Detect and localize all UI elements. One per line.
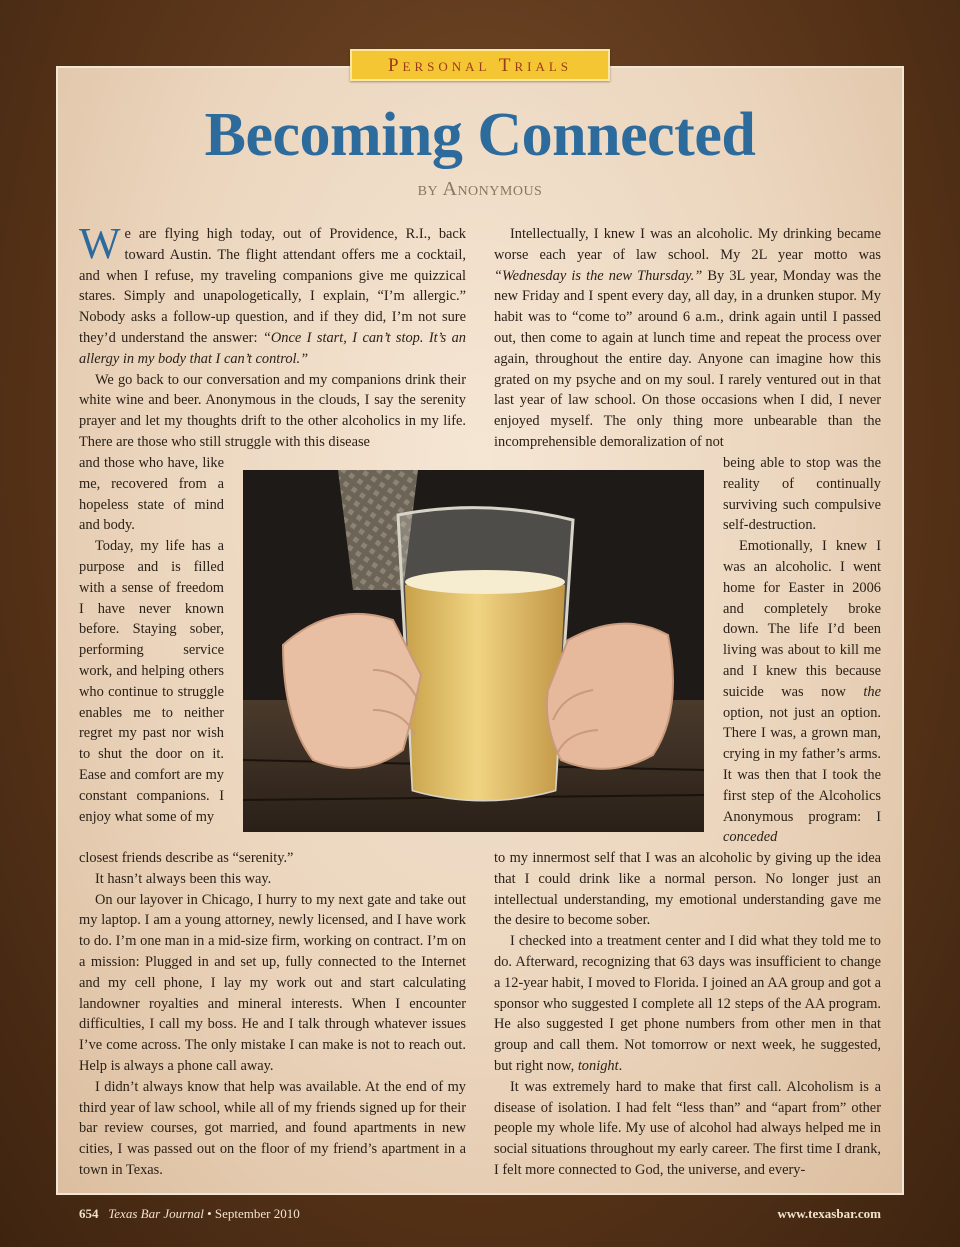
byline: by Anonymous: [417, 178, 543, 200]
paragraph: and those who have, like me, recovered from a hopeless state of mind and body.: [79, 455, 224, 534]
journal-name: Texas Bar Journal: [108, 1206, 204, 1221]
beer-glass-photo: [243, 470, 704, 832]
paragraph: being able to stop was the reality of continually surviving such compulsive self-destruction.: [723, 455, 881, 534]
section-label: Personal Trials: [350, 49, 610, 81]
issue-date: September 2010: [214, 1206, 300, 1221]
footer-left: [79, 1206, 300, 1222]
paragraph: Emotionally, I knew I was an alcoholic. I went home for Easter in 2006 and completely broke down. The life I’d been living was about to kill me and I knew this because suicide was now the option, not just an option. There I was, a grown man, crying in my father’s arms. It was then that I took the first step of the Alcoholics Anonymous program: I conceded: [723, 538, 881, 846]
paragraph: We go back to our conversation and my companions drink their white wine and beer. Anonymous in the clouds, I say the serenity prayer and let my thoughts drift to the other alcoholics in my life. There are those who still struggle with this disease: [79, 371, 466, 450]
page-footer: [79, 1206, 881, 1228]
right-column-bottom: [494, 848, 881, 1181]
page-title: Becoming Connected: [204, 101, 756, 169]
paragraph: On our layover in Chicago, I hurry to my next gate and take out my laptop. I am a young attorney, newly licensed, and I have work to do. I’m one man in a mid-size firm, working on contract. I’m on a mission: Plugged in and set up, fully connected to the Internet and my cell phone, I lay my work out and start calculating landowner royalties and mineral interests. When I encounter difficulties, I call my boss. He and I talk through whatever issues I’ve come across. The only mistake I can make is not to reach out. Help is always a phone call away.: [79, 891, 466, 1074]
page-number: 654: [79, 1206, 99, 1221]
paragraph: I checked into a treatment center and I did what they told me to do. Afterward, recognizing that 63 days was insufficient to change a 12-year habit, I moved to Florida. I joined an AA group and got a sponsor who suggested I complete all 12 steps of the AA program. He also suggested I get phone numbers from other men in that group and call them. Not tomorrow or next week, he suggested, but right now, tonight.: [494, 933, 881, 1074]
paragraph: It hasn’t always been this way.: [95, 870, 272, 887]
paragraph: It was extremely hard to make that first call. Alcoholism is a disease of isolation. I had felt “less than” and “apart from” other people my whole life. My use of alcohol had always helped me in social situations throughout my early career. The first time I drank, I felt more connected to God, the universe, and every-: [494, 1078, 881, 1178]
right-column-narrow: [723, 453, 881, 848]
paragraph: closest friends describe as “serenity.”: [79, 850, 294, 866]
left-column-narrow: [79, 453, 224, 827]
paragraph: We are flying high today, out of Providence, R.I., back toward Austin. The flight attendant offers me a cocktail, and when I refuse, my traveling companions give me quizzical stares. Simply and unapologetically, I explain, “I’m allergic.” Nobody asks a follow-up question, and if they did, I’m not sure they’d understand the answer: “Once I start, I can’t stop. It’s an allergy in my body that I can’t control.”: [79, 219, 466, 367]
left-column-bottom: [79, 848, 466, 1181]
footer-separator: •: [207, 1206, 212, 1221]
beer-glass-illustration: [243, 470, 704, 832]
paragraph: Intellectually, I knew I was an alcoholic. My drinking became worse each year of law school. My 2L year motto was “Wednesday is the new Thursday.” By 3L year, Monday was the new Friday and I spent every day, all day, in a drunken stupor. My habit was to “come to” around 6 a.m., drink again until I passed out, then come to again at lunch time and repeat the process over again, throughout the entire day. Anyone can imagine how this grated on my psyche and on my soul. I rarely ventured out in that last year of law school. On those occasions when I did, I never enjoyed myself. The only thing more unbearable than the incomprehensible demoralization of not: [494, 226, 881, 450]
paragraph: I didn’t always know that help was available. At the end of my third year of law school, while all of my friends signed up for their bar review courses, got married, and found apartments in new cities, I was passed out on the floor of my friend’s apartment in a town in Texas.: [79, 1078, 466, 1178]
paragraph: to my innermost self that I was an alcoholic by giving up the idea that I could drink like a normal person. No longer just an intellectual understanding, my emotional understanding gave me the desire to become sober.: [494, 850, 881, 929]
left-column-top: [79, 219, 466, 453]
drop-cap: W: [79, 219, 121, 268]
paragraph: Today, my life has a purpose and is filled with a sense of freedom I have never known before. Staying sober, performing service work, and helping others who continue to struggle enables me to neither regret my past nor wish to shut the door on it. Ease and comfort are my constant companions. I enjoy what some of my: [79, 538, 224, 825]
website-link[interactable]: www.texasbar.com: [777, 1206, 881, 1221]
right-column-top: [494, 224, 881, 453]
